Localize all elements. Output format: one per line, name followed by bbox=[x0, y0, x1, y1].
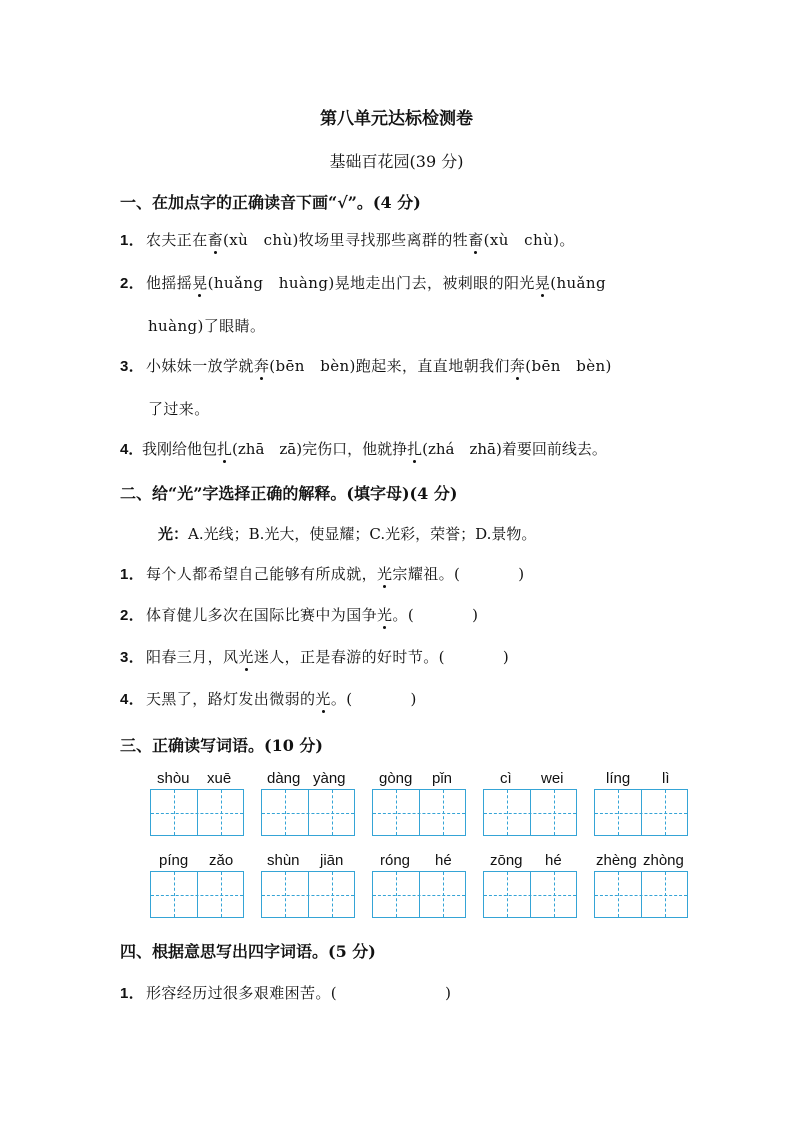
item-number: 3． bbox=[120, 358, 145, 375]
item-number: 2． bbox=[120, 275, 145, 292]
dotted-char: 畜 bbox=[468, 231, 484, 249]
definition-text: A.光线；B.光大，使显耀；C.光彩，荣誉；D.景物。 bbox=[188, 525, 537, 543]
pinyin: shùn bbox=[267, 852, 300, 869]
s1-item-3 bbox=[120, 355, 612, 376]
section-4-heading: 四、根据意思写出四字词语。(5 分) bbox=[120, 942, 376, 961]
writing-box[interactable] bbox=[150, 871, 244, 918]
pinyin: zhèng bbox=[596, 852, 637, 869]
text: 我刚给他包 bbox=[142, 440, 218, 458]
writing-box[interactable] bbox=[483, 871, 577, 918]
text: (zhá zhā)着要回前线去。 bbox=[422, 440, 607, 458]
pinyin: pǐn bbox=[432, 770, 453, 787]
s1-item-4 bbox=[120, 438, 607, 459]
pinyin: hé bbox=[435, 852, 452, 869]
s2-item-4 bbox=[120, 688, 417, 709]
item-number: 3． bbox=[120, 649, 145, 666]
text: 天黑了，路灯发出微弱的 bbox=[146, 690, 316, 708]
text: ) bbox=[445, 984, 452, 1002]
dotted-char: 畜 bbox=[207, 231, 224, 249]
item-number: 4． bbox=[120, 441, 144, 458]
pinyin: líng bbox=[606, 770, 631, 787]
text: 形容经历过很多艰难困苦。( bbox=[146, 984, 338, 1002]
pinyin: xuē bbox=[207, 770, 232, 787]
writing-box[interactable] bbox=[594, 789, 688, 836]
pinyin: hé bbox=[545, 852, 562, 869]
writing-box[interactable] bbox=[261, 789, 355, 836]
text: (bēn bèn) bbox=[525, 357, 612, 375]
s2-item-1 bbox=[120, 563, 525, 584]
text: (huǎng bbox=[550, 274, 606, 292]
pinyin: jiān bbox=[320, 852, 344, 869]
dotted-char: 光 bbox=[315, 690, 331, 708]
writing-box[interactable] bbox=[483, 789, 577, 836]
s2-item-2 bbox=[120, 604, 478, 625]
section-2-heading: 二、给“光”字选择正确的解释。(填字母)(4 分) bbox=[120, 484, 458, 503]
text: (xù chù)。 bbox=[483, 231, 575, 249]
item-number: 1． bbox=[120, 566, 145, 583]
pinyin: zǎo bbox=[209, 852, 234, 869]
definition-line bbox=[158, 523, 536, 544]
item-number: 1． bbox=[120, 232, 145, 249]
dotted-char: 光 bbox=[238, 648, 254, 666]
pinyin: zōng bbox=[490, 852, 523, 869]
text: (bēn bèn)跑起来，直直地朝我们 bbox=[269, 357, 510, 375]
definition-label: 光： bbox=[158, 525, 189, 543]
item-number: 4． bbox=[120, 691, 145, 708]
writing-box[interactable] bbox=[594, 871, 688, 918]
text: (huǎng huàng)晃地走出门去，被刺眼的阳光 bbox=[207, 274, 535, 292]
item-number: 1． bbox=[120, 985, 145, 1002]
pinyin: dàng bbox=[267, 770, 301, 787]
s1-item-1 bbox=[120, 229, 575, 250]
text: 宗耀祖。( bbox=[392, 565, 461, 583]
pinyin: yàng bbox=[313, 770, 346, 787]
pinyin: gòng bbox=[379, 770, 413, 787]
pinyin: shòu bbox=[157, 770, 190, 787]
text: 每个人都希望自己能够有所成就， bbox=[146, 565, 378, 583]
text: (zhā zā)完伤口，他就挣 bbox=[232, 440, 408, 458]
dotted-char: 光 bbox=[377, 606, 393, 624]
text: ) bbox=[472, 606, 479, 624]
s1-item-3-cont: 了过来。 bbox=[148, 400, 210, 418]
pinyin: lì bbox=[662, 770, 670, 787]
item-number: 2． bbox=[120, 607, 145, 624]
dotted-char: 晃 bbox=[534, 274, 551, 292]
s1-item-2-cont: huàng)了眼睛。 bbox=[148, 317, 266, 335]
pinyin: wei bbox=[541, 770, 564, 787]
writing-box[interactable] bbox=[372, 789, 466, 836]
dotted-char: 晃 bbox=[192, 274, 208, 292]
pinyin: róng bbox=[380, 852, 411, 869]
page-title: 第八单元达标检测卷 bbox=[320, 109, 473, 129]
dotted-char: 奔 bbox=[253, 357, 270, 375]
text: ) bbox=[410, 690, 417, 708]
text: 。( bbox=[392, 606, 415, 624]
text: 小妹妹一放学就 bbox=[146, 357, 254, 375]
text: 体育健儿多次在国际比赛中为国争 bbox=[146, 606, 378, 624]
text: ) bbox=[502, 648, 510, 666]
dotted-char: 扎 bbox=[407, 440, 423, 458]
writing-box[interactable] bbox=[372, 871, 466, 918]
writing-box[interactable] bbox=[261, 871, 355, 918]
section-3-heading: 三、正确读写词语。(10 分) bbox=[120, 736, 323, 755]
text: 迷人，正是春游的好时节。( bbox=[253, 648, 445, 666]
dotted-char: 奔 bbox=[509, 357, 526, 375]
text: ) bbox=[518, 565, 525, 583]
pinyin: zhòng bbox=[643, 852, 684, 869]
text: 他摇摇 bbox=[146, 274, 193, 292]
text: 阳春三月，风 bbox=[146, 648, 239, 666]
s2-item-3 bbox=[120, 646, 509, 667]
pinyin: píng bbox=[159, 852, 189, 869]
text: 。( bbox=[330, 690, 353, 708]
page-subtitle: 基础百花园(39 分) bbox=[329, 152, 464, 171]
s4-item-1 bbox=[120, 982, 451, 1003]
s1-item-2 bbox=[120, 272, 606, 293]
text: 农夫正在 bbox=[146, 231, 208, 249]
section-1-heading: 一、在加点字的正确读音下画“√”。(4 分) bbox=[120, 193, 421, 212]
dotted-char: 光 bbox=[377, 565, 393, 583]
text: (xù chù)牧场里寻找那些离群的牲 bbox=[223, 231, 469, 249]
writing-box[interactable] bbox=[150, 789, 244, 836]
dotted-char: 扎 bbox=[217, 440, 233, 458]
pinyin: cì bbox=[500, 770, 512, 787]
